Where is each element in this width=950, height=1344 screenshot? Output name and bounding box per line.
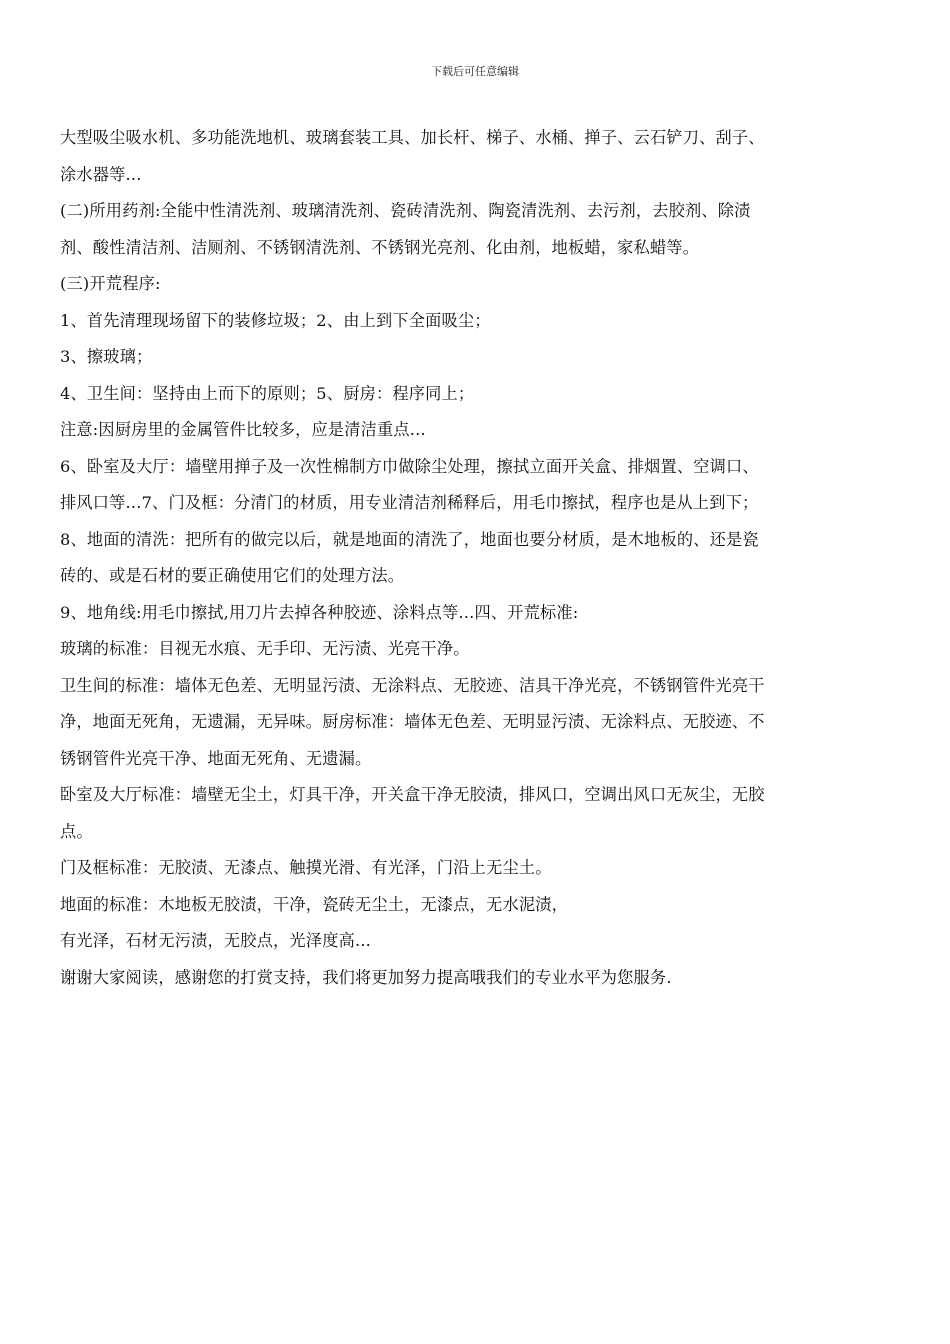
- text-line: 剂、酸性清洁剂、洁厕剂、不锈钢清洗剂、不锈钢光亮剂、化由剂，地板蜡，家私蜡等。: [60, 237, 700, 257]
- text-line: (二)所用药剂:全能中性清洗剂、玻璃清洗剂、瓷砖清洗剂、陶瓷清洗剂、去污剂，去胶剂、除渍: [60, 201, 751, 220]
- text-line: 9、地角线:用毛巾擦拭,用刀片去掉各种胶迹、涂料点等...四、开荒标准:: [60, 602, 579, 622]
- text-line: 门及框标准：无胶渍、无漆点、触摸光滑、有光泽，门沿上无尘土。: [60, 858, 552, 877]
- text-line: 锈钢管件光亮干净、地面无死角、无遗漏。: [60, 748, 372, 768]
- text-line: 注意:因厨房里的金属管件比较多，应是清洁重点...: [60, 420, 426, 439]
- document-body: [60, 120, 890, 996]
- text-line: 玻璃的标准：目视无水痕、无手印、无污渍、光亮干净。: [60, 639, 470, 658]
- text-line: 8、地面的清洗：把所有的做完以后，就是地面的清洗了，地面也要分材质，是木地板的、还是瓷: [60, 529, 759, 549]
- text-line: 砖的、或是石材的要正确使用它们的处理方法。: [60, 566, 405, 585]
- text-line: 点。: [60, 821, 93, 841]
- closing-line: 谢谢大家阅读，感谢您的打赏支持，我们将更加努力提高哦我们的专业水平为您服务.: [60, 967, 672, 987]
- text-line: 涂水器等...: [60, 164, 142, 184]
- section-heading: (三)开荒程序:: [60, 274, 161, 293]
- text-line: 大型吸尘吸水机、多功能洗地机、玻璃套装工具、加长杆、梯子、水桶、掸子、云石铲刀、刮子、: [60, 128, 765, 147]
- text-line: 卫生间的标准：墙体无色差、无明显污渍、无涂料点、无胶迹、洁具干净光亮，不锈钢管件光亮干: [60, 675, 765, 695]
- text-line: 卧室及大厅标准：墙壁无尘土，灯具干净，开关盒干净无胶渍，排风口，空调出风口无灰尘，无胶: [60, 785, 765, 804]
- text-line: 6、卧室及大厅：墙壁用掸子及一次性棉制方巾做除尘处理，擦拭立面开关盒、排烟置、空调口、: [60, 456, 759, 476]
- text-line: 有光泽，石材无污渍，无胶点，光泽度高...: [60, 931, 372, 950]
- text-line: 4、卫生间：坚持由上而下的原则；5、厨房：程序同上；: [60, 383, 475, 403]
- text-line: 1、首先清理现场留下的装修垃圾；2、由上到下全面吸尘；: [60, 310, 491, 330]
- text-line: 3、擦玻璃；: [60, 347, 153, 366]
- text-line: 净，地面无死角，无遗漏，无异味。厨房标准：墙体无色差、无明显污渍、无涂料点、无胶迹、不: [60, 712, 765, 731]
- text-line: 排风口等...7、门及框：分清门的材质，用专业清洁剂稀释后，用毛巾擦拭，程序也是从上到下；: [60, 493, 759, 512]
- page-header: 下载后可任意编辑: [431, 65, 519, 78]
- text-line: 地面的标准：木地板无胶渍，干净，瓷砖无尘土，无漆点，无水泥渍，: [60, 894, 569, 914]
